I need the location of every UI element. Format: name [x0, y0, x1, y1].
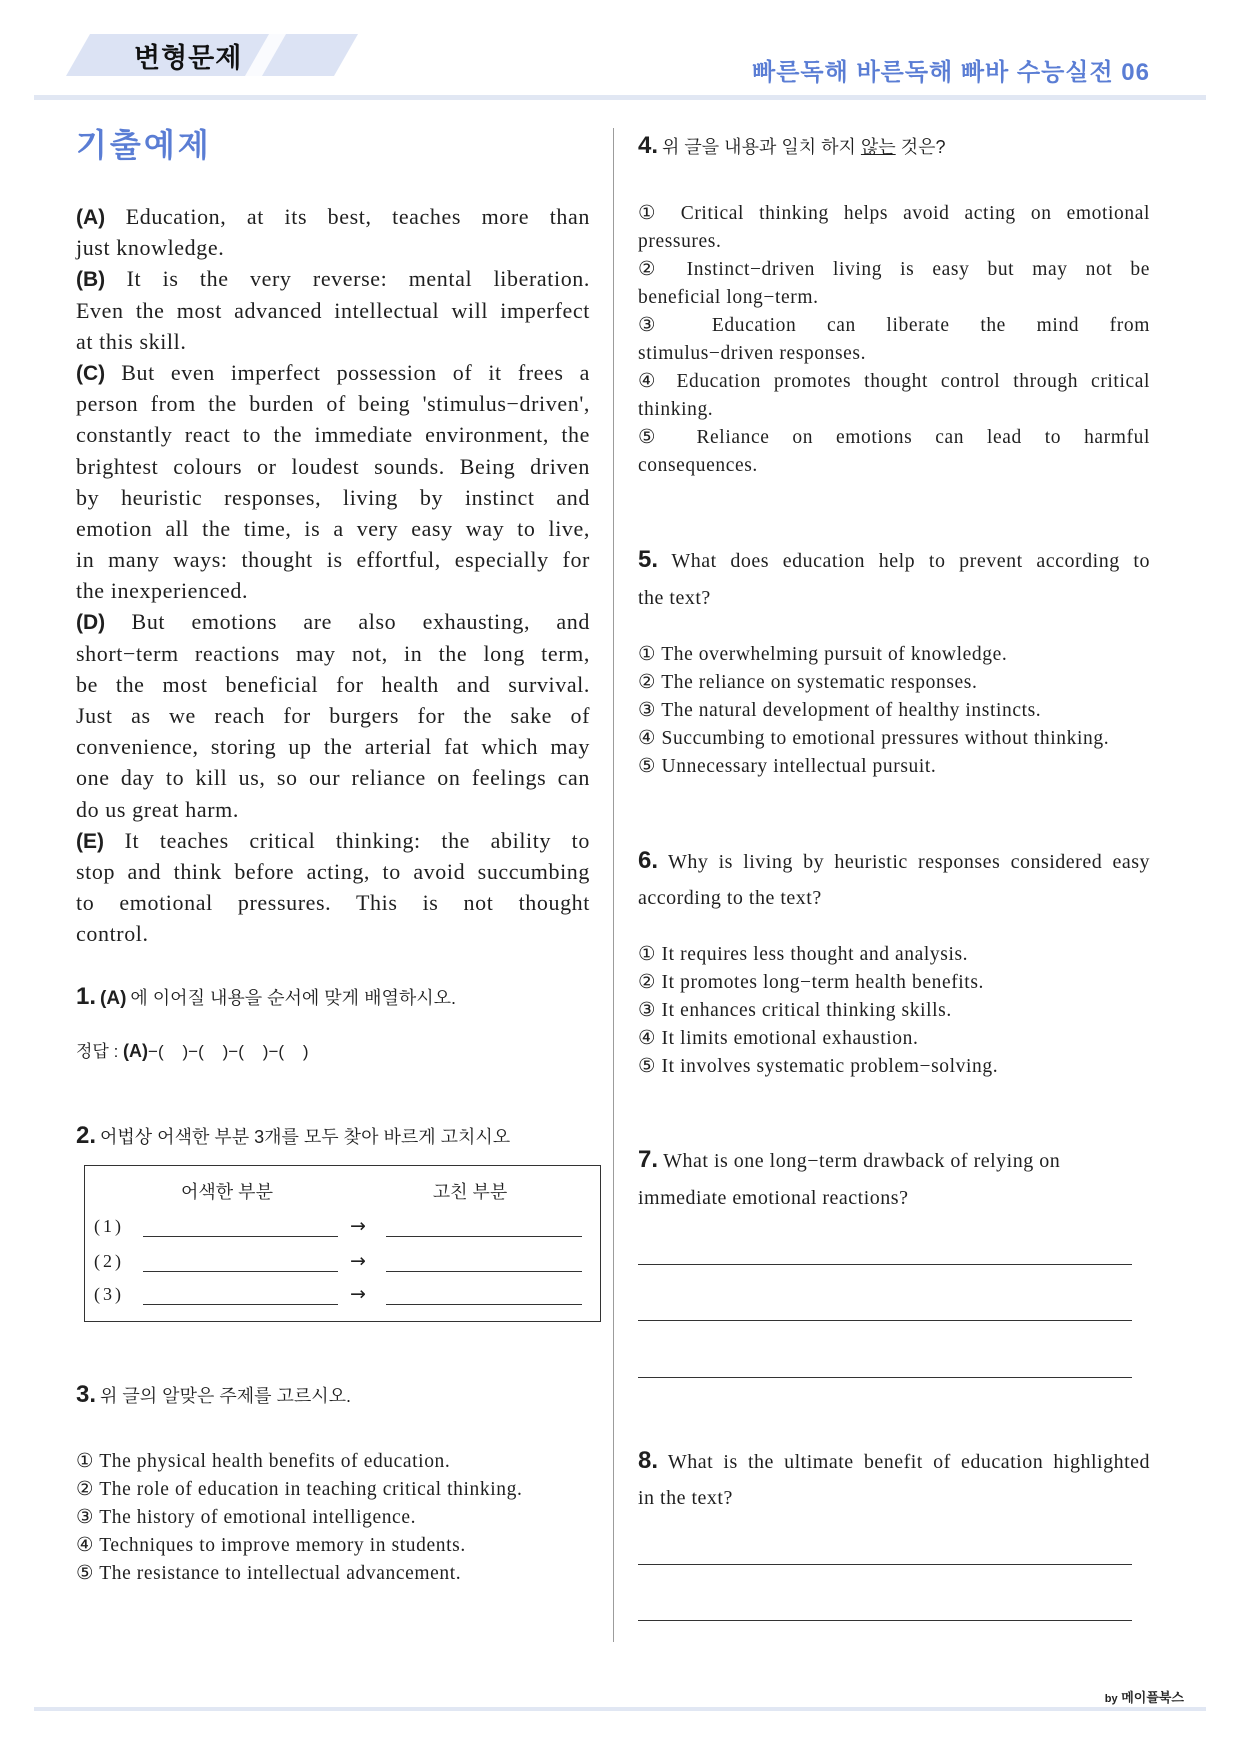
passage-line	[76, 638, 590, 669]
answer-option-continued: beneficial long−term.	[638, 287, 819, 308]
reading-passage	[76, 201, 590, 950]
question-2	[76, 1119, 510, 1157]
passage-text: convenience, storing up the arterial fat which may	[76, 734, 590, 760]
footer-rule	[34, 1707, 1206, 1711]
question-number: 1.	[76, 983, 97, 1010]
question-8	[638, 1444, 1150, 1516]
passage-line	[76, 388, 590, 419]
series-title: 빠른독해 바른독해 빠바 수능실전 06	[752, 59, 1150, 86]
prompt-text: 것은?	[895, 137, 946, 157]
paragraph-label: (D)	[76, 611, 106, 635]
question-prompt: 어법상 어색한 부분 3개를 모두 찾아 바르게 고치시오	[100, 1127, 511, 1147]
passage-text: brightest colours or loudest sounds. Being driven	[76, 453, 590, 479]
emphasis-underline: 않는	[860, 137, 896, 157]
passage-line	[76, 419, 590, 450]
wrong-part-blank	[143, 1236, 338, 1237]
correction-table	[84, 1165, 601, 1322]
question-prompt	[662, 137, 945, 157]
header-rule	[34, 95, 1206, 100]
passage-line	[76, 825, 590, 856]
passage-line	[76, 513, 590, 544]
credit-prefix: by	[1104, 1693, 1118, 1705]
fixed-part-blank	[386, 1236, 582, 1237]
passage-text: in many ways: thought is effortful, especially for	[76, 547, 590, 573]
question-number: 4.	[638, 132, 659, 159]
question-number: 3.	[76, 1381, 97, 1408]
row-label: (1)	[94, 1216, 124, 1236]
passage-line	[76, 606, 590, 637]
answer-option: ① It requires less thought and analysis.	[638, 944, 969, 965]
answer-option: ② The role of education in teaching critical thinking.	[76, 1479, 523, 1500]
answer-option: ④ It limits emotional exhaustion.	[638, 1028, 919, 1049]
answer-writing-line	[638, 1264, 1132, 1265]
passage-line	[76, 887, 590, 918]
passage-line	[76, 263, 590, 294]
passage-line	[76, 482, 590, 513]
column-header-fixed: 고친 부분	[432, 1182, 508, 1202]
passage-line	[76, 201, 590, 232]
question-line	[638, 1444, 1150, 1480]
passage-line	[76, 575, 590, 606]
answer-option: ① The physical health benefits of education.	[76, 1451, 451, 1472]
question-line	[638, 844, 1150, 880]
wrong-part-blank	[143, 1271, 338, 1272]
passage-text: just knowledge.	[76, 235, 225, 261]
paragraph-reference: (A)	[100, 988, 127, 1009]
answer-option: ③ It enhances critical thinking skills.	[638, 1000, 952, 1021]
prompt-text: 위 글을 내용과 일치 하지	[662, 137, 861, 157]
option-list	[638, 641, 1150, 781]
answer-writing-line	[638, 1377, 1132, 1378]
answer-option: ④ Techniques to improve memory in students.	[76, 1535, 466, 1556]
fixed-part-blank	[386, 1271, 582, 1272]
answer-writing-line	[638, 1320, 1132, 1321]
publisher-name: 메이플북스	[1121, 1690, 1184, 1705]
passage-line	[76, 357, 590, 388]
answer-writing-line	[638, 1564, 1132, 1565]
passage-text: Education, at its best, teaches more than	[125, 204, 590, 229]
question-number: 5.	[638, 546, 659, 573]
question-line	[638, 1143, 1150, 1180]
section-title: 기출예제	[76, 127, 212, 163]
question-text: What does education help to prevent according to	[671, 550, 1150, 572]
passage-text: at this skill.	[76, 328, 187, 354]
answer-start-label: (A)	[123, 1041, 149, 1061]
passage-line	[76, 794, 590, 825]
passage-text: It is the very reverse: mental liberation.	[126, 266, 590, 292]
question-6	[638, 844, 1150, 916]
passage-text: one day to kill us, so our reliance on feelings can	[76, 765, 590, 791]
question-number: 8.	[638, 1447, 659, 1474]
passage-line	[76, 451, 590, 482]
paragraph-label: (A)	[76, 206, 106, 229]
passage-line	[76, 762, 590, 793]
answer-option: ⑤ Unnecessary intellectual pursuit.	[638, 756, 937, 777]
answer-writing-line	[638, 1620, 1132, 1621]
option-list	[76, 1448, 590, 1588]
question-7	[638, 1143, 1150, 1217]
answer-option: ⑤ It involves systematic problem−solving.	[638, 1056, 999, 1077]
question-number: 6.	[638, 847, 659, 874]
answer-option: ① Critical thinking helps avoid acting on emotional	[638, 203, 1150, 224]
answer-prefix: 정답 :	[76, 1042, 124, 1061]
column-divider	[613, 128, 614, 1642]
question-text: Why is living by heuristic responses considered easy	[667, 851, 1151, 873]
passage-text: emotion all the time, is a very easy way to live,	[76, 515, 590, 541]
passage-line	[76, 544, 590, 575]
question-number: 7.	[638, 1146, 659, 1173]
passage-line	[76, 918, 590, 949]
passage-text: It teaches critical thinking: the ability to	[124, 827, 590, 853]
passage-line	[76, 295, 590, 326]
question-line: according to the text?	[638, 887, 822, 909]
answer-option: ③ The natural development of healthy instincts.	[638, 700, 1042, 721]
row-label: (3)	[94, 1284, 124, 1304]
answer-option: ③ Education can liberate the mind from	[638, 315, 1150, 336]
arrow-icon: →	[350, 1250, 366, 1272]
wrong-part-blank	[143, 1304, 338, 1305]
question-line: immediate emotional reactions?	[638, 1187, 909, 1209]
question-5	[638, 543, 1150, 617]
option-list	[638, 941, 1150, 1081]
answer-option: ② The reliance on systematic responses.	[638, 672, 978, 693]
question-number: 2.	[76, 1122, 97, 1149]
column-header-wrong: 어색한 부분	[181, 1182, 273, 1202]
passage-line	[76, 326, 590, 357]
arrow-icon: →	[350, 1215, 366, 1237]
answer-option: ① The overwhelming pursuit of knowledge.	[638, 644, 1008, 665]
passage-text: Even the most advanced intellectual will imperfect	[76, 297, 590, 323]
answer-option: ④ Education promotes thought control through critical	[638, 371, 1150, 392]
passage-text: to emotional pressures. This is not thought	[76, 890, 590, 916]
passage-text: be the most beneficial for health and survival.	[76, 671, 590, 697]
question-4	[638, 129, 945, 167]
arrow-icon: →	[350, 1283, 366, 1305]
question-line	[638, 543, 1150, 580]
answer-option: ④ Succumbing to emotional pressures without thinking.	[638, 728, 1110, 749]
passage-text: the inexperienced.	[76, 578, 249, 604]
passage-text: person from the burden of being 'stimulus−driven',	[76, 391, 590, 417]
passage-text: short−term reactions may not, in the long term,	[76, 640, 590, 666]
option-list	[638, 200, 1150, 480]
paragraph-label: (B)	[76, 268, 106, 292]
passage-text: But emotions are also exhausting, and	[131, 609, 590, 635]
answer-option-continued: consequences.	[638, 455, 758, 476]
passage-line	[76, 669, 590, 700]
answer-option-continued: pressures.	[638, 231, 722, 252]
publisher-credit	[1105, 1690, 1184, 1707]
passage-text: But even imperfect possession of it frees a	[121, 359, 590, 385]
question-1	[76, 980, 456, 1018]
question-text: What is the ultimate benefit of education highlighted	[667, 1451, 1151, 1473]
question-text: What is one long−term drawback of relying on	[663, 1150, 1061, 1172]
answer-option-continued: stimulus−driven responses.	[638, 343, 867, 364]
passage-text: constantly react to the immediate environment, the	[76, 422, 590, 448]
answer-option: ⑤ The resistance to intellectual advancement.	[76, 1563, 462, 1584]
passage-text: do us great harm.	[76, 796, 239, 822]
passage-text: stop and think before acting, to avoid succumbing	[76, 858, 590, 884]
fixed-part-blank	[386, 1304, 582, 1305]
paragraph-label: (C)	[76, 361, 106, 385]
passage-line	[76, 700, 590, 731]
worksheet-badge: 변형문제	[134, 43, 243, 73]
question-line: the text?	[638, 587, 711, 609]
question-3	[76, 1378, 351, 1416]
answer-option: ⑤ Reliance on emotions can lead to harmful	[638, 427, 1150, 448]
passage-line	[76, 856, 590, 887]
answer-order-line	[76, 1037, 309, 1067]
answer-option: ② Instinct−driven living is easy but may not be	[638, 259, 1150, 280]
passage-text: control.	[76, 921, 149, 947]
passage-line	[76, 232, 590, 263]
answer-blanks: −( )−( )−( )−( )	[148, 1042, 309, 1061]
paragraph-label: (E)	[76, 829, 104, 853]
answer-option: ③ The history of emotional intelligence.	[76, 1507, 417, 1528]
row-label: (2)	[94, 1251, 124, 1271]
answer-option-continued: thinking.	[638, 399, 714, 420]
answer-option: ② It promotes long−term health benefits.	[638, 972, 984, 993]
passage-text: Just as we reach for burgers for the sake of	[76, 703, 590, 728]
question-prompt: 위 글의 알맞은 주제를 고르시오.	[100, 1386, 352, 1406]
passage-text: by heuristic responses, living by instinct and	[76, 484, 590, 510]
question-prompt: 에 이어질 내용을 순서에 맞게 배열하시오.	[130, 988, 457, 1008]
question-line: in the text?	[638, 1487, 733, 1509]
passage-line	[76, 731, 590, 762]
